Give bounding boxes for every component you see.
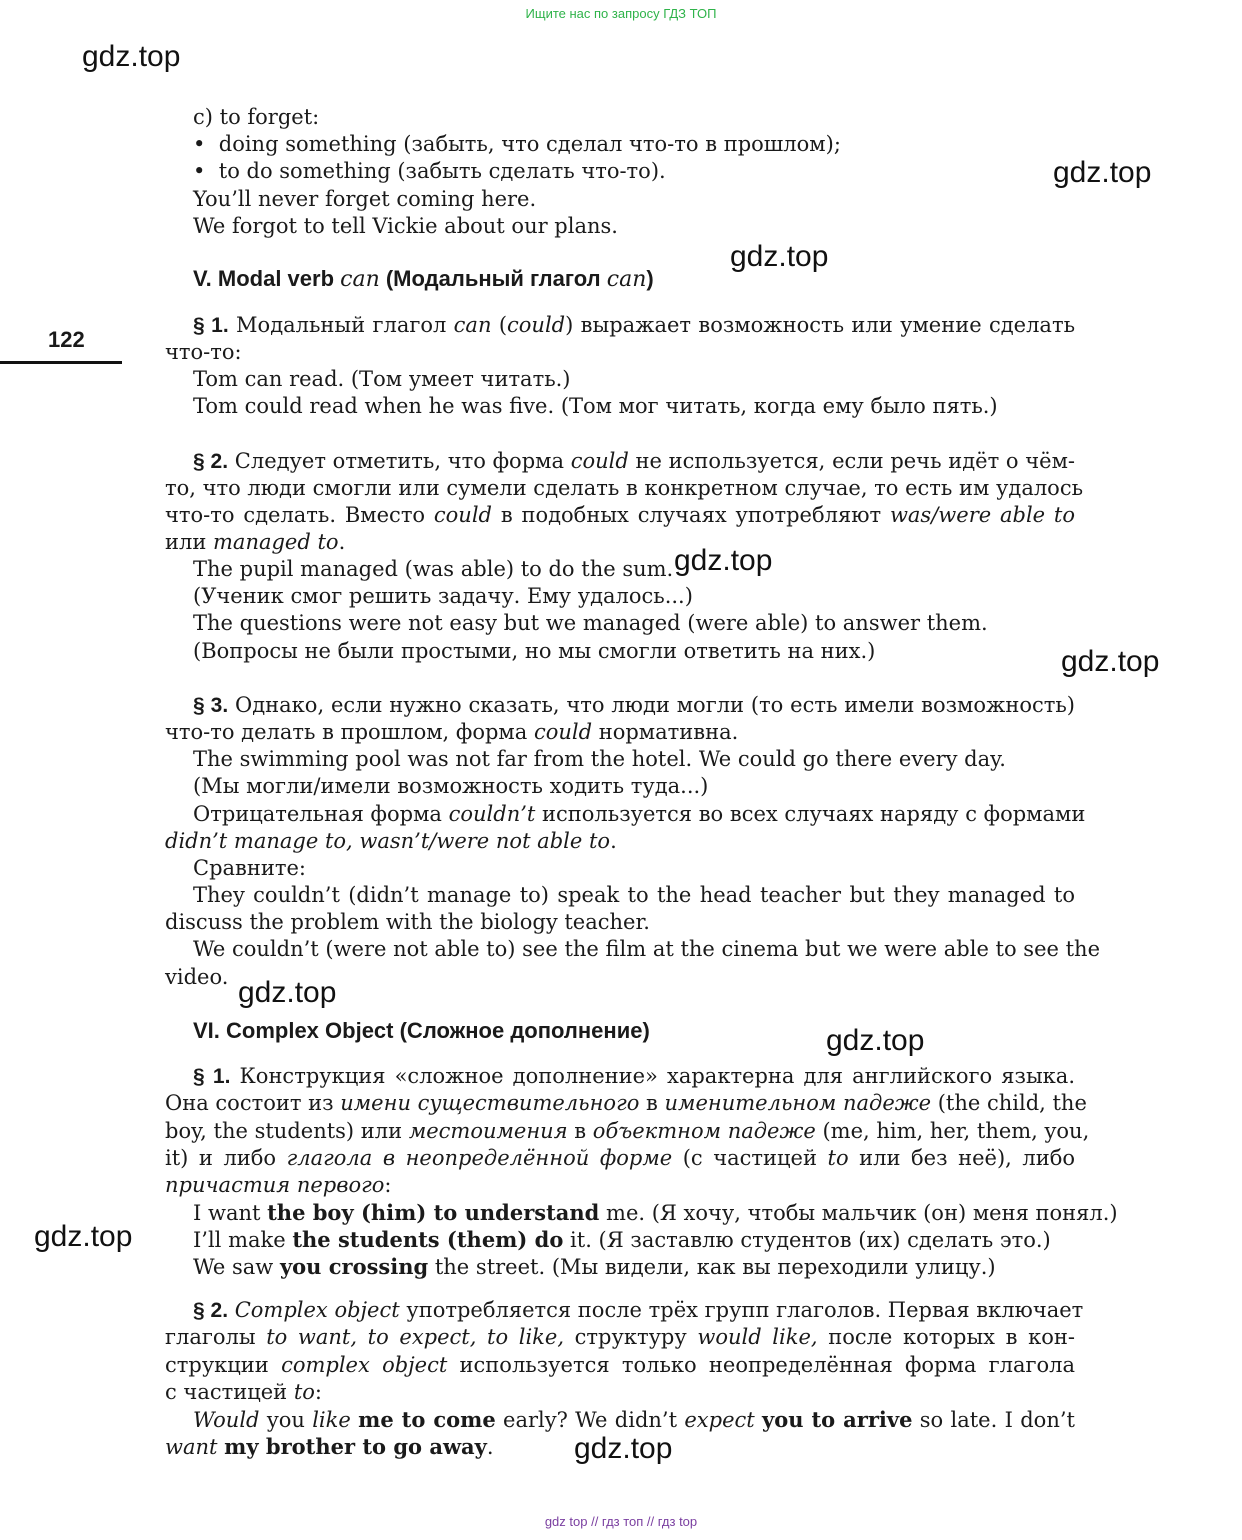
example-line: They couldn’t (didn’t manage to) speak to the head teacher but they managed to (193, 883, 1075, 907)
example-line: discuss the problem with the biology teacher. (165, 910, 650, 934)
paragraph-line: что-то сделать. Вместо could в подобных случаях употребляют was/were able to (165, 503, 1075, 527)
watermark: gdz.top (826, 1024, 925, 1057)
paragraph-line: § 1. Конструкция «сложное дополнение» характерна для английского языка. (193, 1064, 1075, 1088)
paragraph-line: boy, the students) или местоимения в объектном падеже (me, him, her, them, you, (165, 1119, 1090, 1143)
watermark: gdz.top (730, 240, 829, 273)
example-line: I’ll make the students (them) do it. (Я заставлю студентов (их) сделать это.) (193, 1227, 1051, 1252)
paragraph-line: что-то делать в прошлом, форма could нормативна. (165, 720, 739, 744)
watermark: gdz.top (674, 544, 773, 577)
example-line: Would you like me to come early? We didn’t expect you to arrive so late. I don’t (193, 1407, 1075, 1432)
footer-links[interactable]: gdz top // гдз топ // гдз top (544, 1514, 698, 1529)
list-item: • to do something (забыть сделать что-то). (193, 159, 666, 183)
paragraph-line: Сравните: (193, 856, 306, 880)
example-line: (Вопросы не были простыми, но мы смогли ответить на них.) (193, 639, 876, 663)
example-line: We saw you crossing the street. (Мы видели, как вы переходили улицу.) (193, 1254, 996, 1279)
paragraph-line: с частицей to: (165, 1380, 322, 1404)
list-item: • doing something (забыть, что сделал что-то в прошлом); (193, 132, 841, 156)
example-line: We couldn’t (were not able to) see the film at the cinema but we were able to see the (193, 937, 1100, 961)
page-number: 122 (48, 327, 85, 352)
paragraph-line: § 1. Модальный глагол can (could) выражает возможность или умение сделать (193, 313, 1075, 337)
paragraph-line: струкции complex object используется только неопределённая форма глагола (165, 1353, 1075, 1377)
example-line: want my brother to go away. (165, 1434, 494, 1459)
section-heading-complex-object: VI. Complex Object (Сложное дополнение) (193, 1018, 650, 1043)
section-c-title: c) to forget: (193, 105, 320, 129)
paragraph-line: § 2. Следует отметить, что форма could не используется, если речь идёт о чём- (193, 449, 1075, 473)
paragraph-line: it) и либо глагола в неопределённой форме (с частицей to или без неё), либо (165, 1146, 1075, 1170)
paragraph-line: didn’t manage to, wasn’t/were not able to. (165, 829, 617, 853)
watermark: gdz.top (1061, 645, 1160, 678)
paragraph-line: Она состоит из имени существительного в именительном падеже (the child, the (165, 1091, 1087, 1115)
example-line: The swimming pool was not far from the hotel. We could go there every day. (193, 747, 1006, 771)
watermark: gdz.top (34, 1220, 133, 1253)
section-heading-modal-verb: V. Modal verb can (Модальный глагол can) (193, 266, 654, 292)
paragraph-line: то, что люди смогли или сумели сделать в конкретном случае, то есть им удалось (165, 476, 1084, 500)
example-line: We forgot to tell Vickie about our plans. (193, 214, 618, 238)
example-line: Tom could read when he was five. (Том мог читать, когда ему было пять.) (193, 394, 998, 418)
paragraph-line: Отрицательная форма couldn’t используется во всех случаях наряду с формами (193, 802, 1086, 826)
example-line: video. (165, 965, 229, 989)
paragraph-line: § 3. Однако, если нужно сказать, что люди могли (то есть имели возможность) (193, 693, 1076, 717)
example-line: (Ученик смог решить задачу. Ему удалось...) (193, 584, 693, 608)
example-line: The questions were not easy but we managed (were able) to answer them. (193, 611, 988, 635)
example-line: The pupil managed (was able) to do the sum. (193, 557, 674, 581)
paragraph-line: глаголы to want, to expect, to like, структуру would like, после которых в кон- (165, 1325, 1075, 1349)
watermark: gdz.top (238, 976, 337, 1009)
watermark: gdz.top (1053, 156, 1152, 189)
example-line: I want the boy (him) to understand me. (Я хочу, чтобы мальчик (он) меня понял.) (193, 1200, 1118, 1225)
example-line: (Мы могли/имели возможность ходить туда...) (193, 774, 709, 798)
page-number-rule (0, 361, 122, 364)
paragraph-line: или managed to. (165, 530, 346, 554)
example-line: Tom can read. (Том умеет читать.) (193, 367, 571, 391)
paragraph-line: § 2. Complex object употребляется после трёх групп глаголов. Первая включает (193, 1298, 1084, 1322)
watermark: gdz.top (82, 40, 181, 73)
watermark: gdz.top (574, 1432, 673, 1465)
example-line: You’ll never forget coming here. (193, 187, 537, 211)
top-search-note: Ищите нас по запросу ГДЗ ТОП (525, 6, 717, 21)
paragraph-line: что-то: (165, 340, 242, 364)
paragraph-line: причастия первого: (165, 1173, 392, 1197)
